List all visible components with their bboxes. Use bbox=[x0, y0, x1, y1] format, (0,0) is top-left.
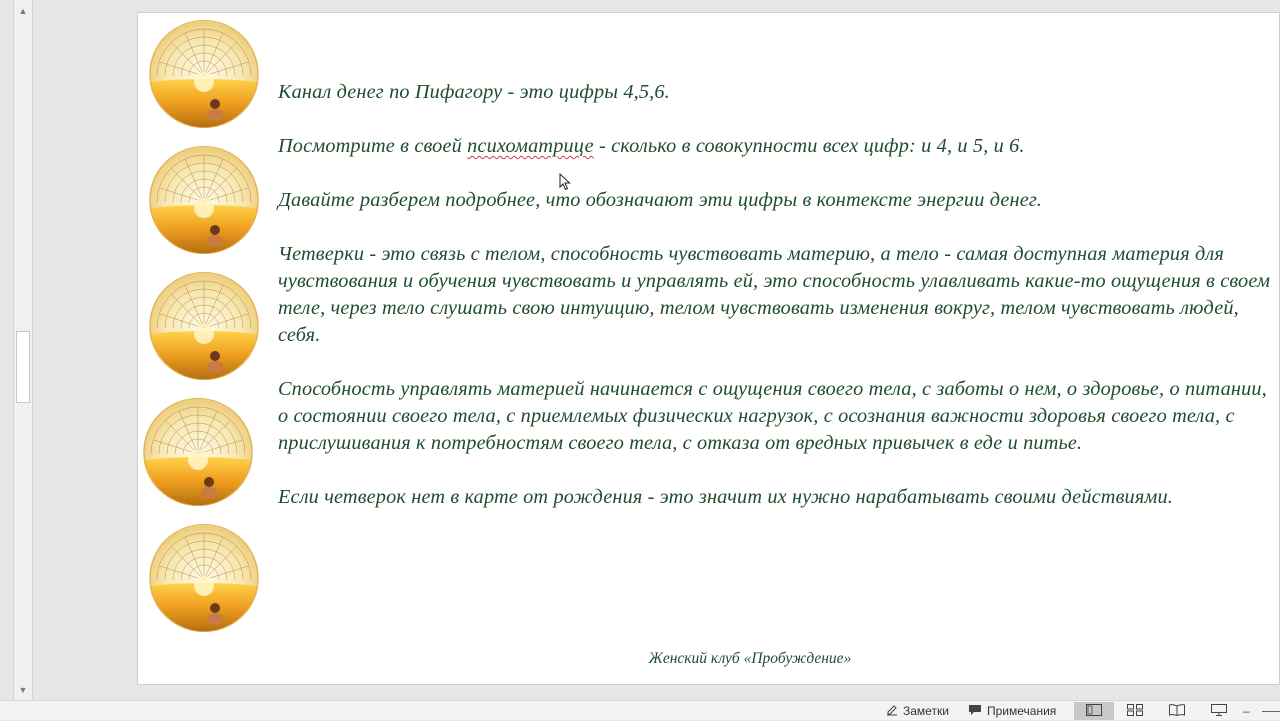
paragraph-text: Посмотрите в своей bbox=[278, 135, 468, 157]
notes-label: Заметки bbox=[903, 704, 949, 718]
slide-canvas[interactable] bbox=[137, 12, 1280, 685]
zoom-slider[interactable] bbox=[1262, 711, 1280, 712]
decorative-medallion-image bbox=[143, 398, 253, 506]
decorative-medallion-image bbox=[149, 146, 259, 254]
paragraph: Давайте разберем подробнее, что обозначают эти цифры в контексте энергии денег. bbox=[278, 189, 1042, 211]
paragraph bbox=[278, 133, 1278, 160]
decorative-medallion-image bbox=[149, 272, 259, 380]
slide-body-text[interactable] bbox=[278, 79, 1278, 538]
normal-view-icon bbox=[1086, 704, 1102, 719]
reading-view-button[interactable] bbox=[1157, 702, 1197, 720]
comments-icon bbox=[968, 704, 982, 719]
vertical-scrollbar[interactable] bbox=[13, 0, 33, 700]
notes-icon bbox=[886, 704, 898, 719]
slide-footer: Женский клуб «Пробуждение» bbox=[648, 650, 852, 667]
slideshow-icon bbox=[1211, 704, 1227, 719]
slideshow-button[interactable] bbox=[1199, 702, 1239, 720]
slide-sorter-icon bbox=[1127, 704, 1143, 719]
scroll-up-icon[interactable]: ▲ bbox=[18, 6, 28, 16]
paragraph: Канал денег по Пифагору - это цифры 4,5,6. bbox=[278, 81, 670, 103]
mouse-cursor-icon bbox=[559, 173, 571, 196]
zoom-out-icon[interactable]: – bbox=[1243, 704, 1250, 718]
status-bar bbox=[0, 700, 1280, 720]
paragraph: Способность управлять материей начинается с ощущения своего тела, с заботы о нем, о здоровье, о питании, о состоянии своего тела, с приемлемых физических нагрузок, с осознания важности здоровья своего тела, с прислушивания к потребностям своего тела, с отказа от вредных привычек в еде и питье. bbox=[278, 378, 1267, 454]
thumbnail-pane bbox=[32, 0, 137, 700]
misspelled-word[interactable]: психоматрице bbox=[467, 135, 594, 157]
normal-view-button[interactable] bbox=[1074, 702, 1114, 720]
slide-sorter-button[interactable] bbox=[1115, 702, 1155, 720]
reading-view-icon bbox=[1169, 704, 1185, 719]
comments-button[interactable] bbox=[968, 701, 1056, 721]
paragraph-text: - сколько в совокупности всех цифр: и 4, и 5, и 6. bbox=[593, 135, 1025, 157]
paragraph: Четверки - это связь с телом, способность чувствовать материю, а тело - самая доступная материя для чувствования и обучения чувствовать и управлять ей, это способность улавливать какие-то ощущения в своем теле, через тело слушать свою интуицию, телом чувствовать изменения вокруг, телом чувствовать людей, себя. bbox=[278, 243, 1271, 346]
decorative-medallion-image bbox=[149, 524, 259, 632]
decorative-medallion-image bbox=[149, 20, 259, 128]
comments-label: Примечания bbox=[987, 704, 1057, 718]
scroll-down-icon[interactable]: ▼ bbox=[18, 685, 28, 695]
scroll-thumb[interactable] bbox=[16, 331, 30, 403]
paragraph: Если четверок нет в карте от рождения - это значит их нужно нарабатывать своими действиями. bbox=[278, 486, 1174, 508]
notes-button[interactable] bbox=[886, 701, 949, 721]
